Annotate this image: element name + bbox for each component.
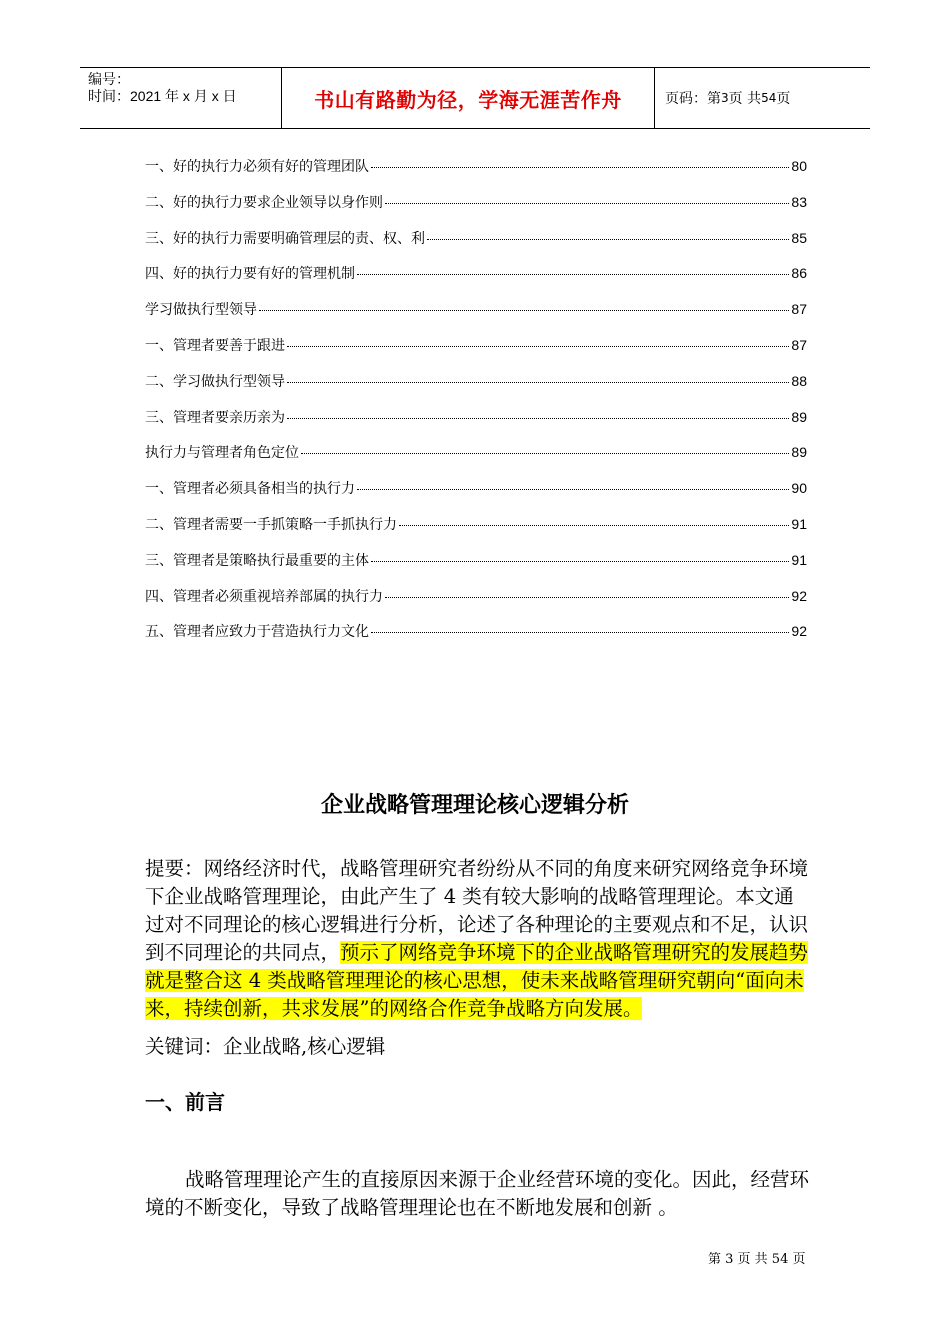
toc-entry-page: 87 <box>791 336 807 353</box>
toc-entry-title: 一、管理者要善于跟进 <box>145 337 285 354</box>
header-page-current: 3 <box>721 91 729 105</box>
document-number-label: 编号： <box>88 71 130 87</box>
toc-entry-title: 三、好的执行力需要明确管理层的责、权、利 <box>145 230 425 247</box>
toc-leader-dots <box>371 561 789 562</box>
toc-entry-page: 86 <box>791 265 807 282</box>
toc-entry[interactable] <box>145 621 807 657</box>
toc-entry[interactable] <box>145 263 807 299</box>
toc-leader-dots <box>385 203 789 204</box>
toc-leader-dots <box>301 453 789 454</box>
header-meta <box>80 68 282 128</box>
toc-leader-dots <box>287 382 789 383</box>
toc-leader-dots <box>399 525 789 526</box>
toc-entry-title: 一、管理者必须具备相当的执行力 <box>145 481 355 498</box>
toc-leader-dots <box>259 310 789 311</box>
header-motto: 书山有路勤为径，学海无涯苦作舟 <box>282 68 655 128</box>
toc-entry-title: 三、管理者是策略执行最重要的主体 <box>145 552 369 569</box>
toc-entry-page: 87 <box>791 301 807 318</box>
toc-leader-dots <box>427 239 789 240</box>
toc-entry[interactable] <box>145 586 807 622</box>
toc-entry-title: 五、管理者应致力于营造执行力文化 <box>145 624 369 641</box>
toc-leader-dots <box>357 274 789 275</box>
toc-leader-dots <box>385 597 789 598</box>
toc-entry-page: 90 <box>791 480 807 497</box>
toc-entry[interactable] <box>145 156 807 192</box>
toc-entry[interactable] <box>145 371 807 407</box>
page-footer: 第 3 页 共 54 页 <box>708 1252 806 1267</box>
toc-entry-title: 四、好的执行力要有好的管理机制 <box>145 266 355 283</box>
toc-entry[interactable] <box>145 299 807 335</box>
toc-leader-dots <box>371 167 789 168</box>
body-paragraph: 战略管理理论产生的直接原因来源于企业经营环境的变化。因此，经营环境的不断变化，导致了战略管理理论也在不断地发展和创新 。 <box>145 1168 810 1219</box>
abstract-text: 提要：网络经济时代，战略管理研究者纷纷从不同的角度来研究网络竞争环境下企业战略管理理论，由此产生了 4 类有较大影响的战略管理理论。本文通过对不同理论的核心逻辑进行分析，论述了各种理论的主要观点和不足，认识到不同理论的共同点， <box>145 857 809 964</box>
toc-entry[interactable] <box>145 192 807 228</box>
toc-entry-page: 89 <box>791 444 807 461</box>
toc-entry-page: 88 <box>791 372 807 389</box>
toc-entry-title: 三、管理者要亲历亲为 <box>145 409 285 426</box>
article-title: 企业战略管理理论核心逻辑分析 <box>320 793 629 818</box>
toc-entry-title: 执行力与管理者角色定位 <box>145 445 299 462</box>
page-header <box>80 67 870 129</box>
toc-entry[interactable] <box>145 228 807 264</box>
header-page-info <box>655 68 870 128</box>
toc-entry-page: 85 <box>791 229 807 246</box>
keywords-line: 关键词：企业战略,核心逻辑 <box>145 1035 386 1058</box>
toc-entry[interactable] <box>145 335 807 371</box>
toc-entry-title: 二、管理者需要一手抓策略一手抓执行力 <box>145 516 397 533</box>
toc-entry[interactable] <box>145 442 807 478</box>
header-page-mid: 页 共 <box>728 91 762 107</box>
toc-entry-title: 学习做执行型领导 <box>145 302 257 319</box>
toc-leader-dots <box>287 418 789 419</box>
document-time-label: 时间：2021 年 x 月 x 日 <box>88 88 237 104</box>
toc-entry-page: 89 <box>791 408 807 425</box>
abstract-highlighted-text: 预示了网络竞争环境下的企业战略管理研究的发展趋势就是整合这 4 类战略管理理论的核心思想，使未来战略管理研究朝向“面向未来，持续创新，共求发展”的网络合作竞争战略方向发展。 <box>145 941 809 1020</box>
toc-entry-page: 91 <box>791 515 807 532</box>
toc-entry[interactable] <box>145 514 807 550</box>
toc-entry-page: 92 <box>791 623 807 640</box>
toc-entry-title: 四、管理者必须重视培养部属的执行力 <box>145 588 383 605</box>
toc-entry-page: 80 <box>791 158 807 174</box>
header-page-prefix: 页码：第 <box>665 91 721 107</box>
section-heading: 一、前言 <box>145 1090 225 1114</box>
toc-entry-page: 91 <box>791 551 807 568</box>
toc-entry-page: 92 <box>791 587 807 604</box>
toc-entry[interactable] <box>145 478 807 514</box>
toc-leader-dots <box>371 632 789 633</box>
header-page-suffix: 页 <box>776 91 791 107</box>
header-page-total: 54 <box>761 91 777 105</box>
toc-leader-dots <box>357 489 789 490</box>
toc-entry-title: 二、学习做执行型领导 <box>145 373 285 390</box>
abstract-paragraph <box>145 855 810 1023</box>
toc-leader-dots <box>287 346 789 347</box>
toc-entry-page: 83 <box>791 193 807 210</box>
toc-entry[interactable] <box>145 407 807 443</box>
toc-entry[interactable] <box>145 550 807 586</box>
table-of-contents <box>145 156 807 657</box>
toc-entry-title: 一、好的执行力必须有好的管理团队 <box>145 159 369 175</box>
toc-entry-title: 二、好的执行力要求企业领导以身作则 <box>145 194 383 211</box>
